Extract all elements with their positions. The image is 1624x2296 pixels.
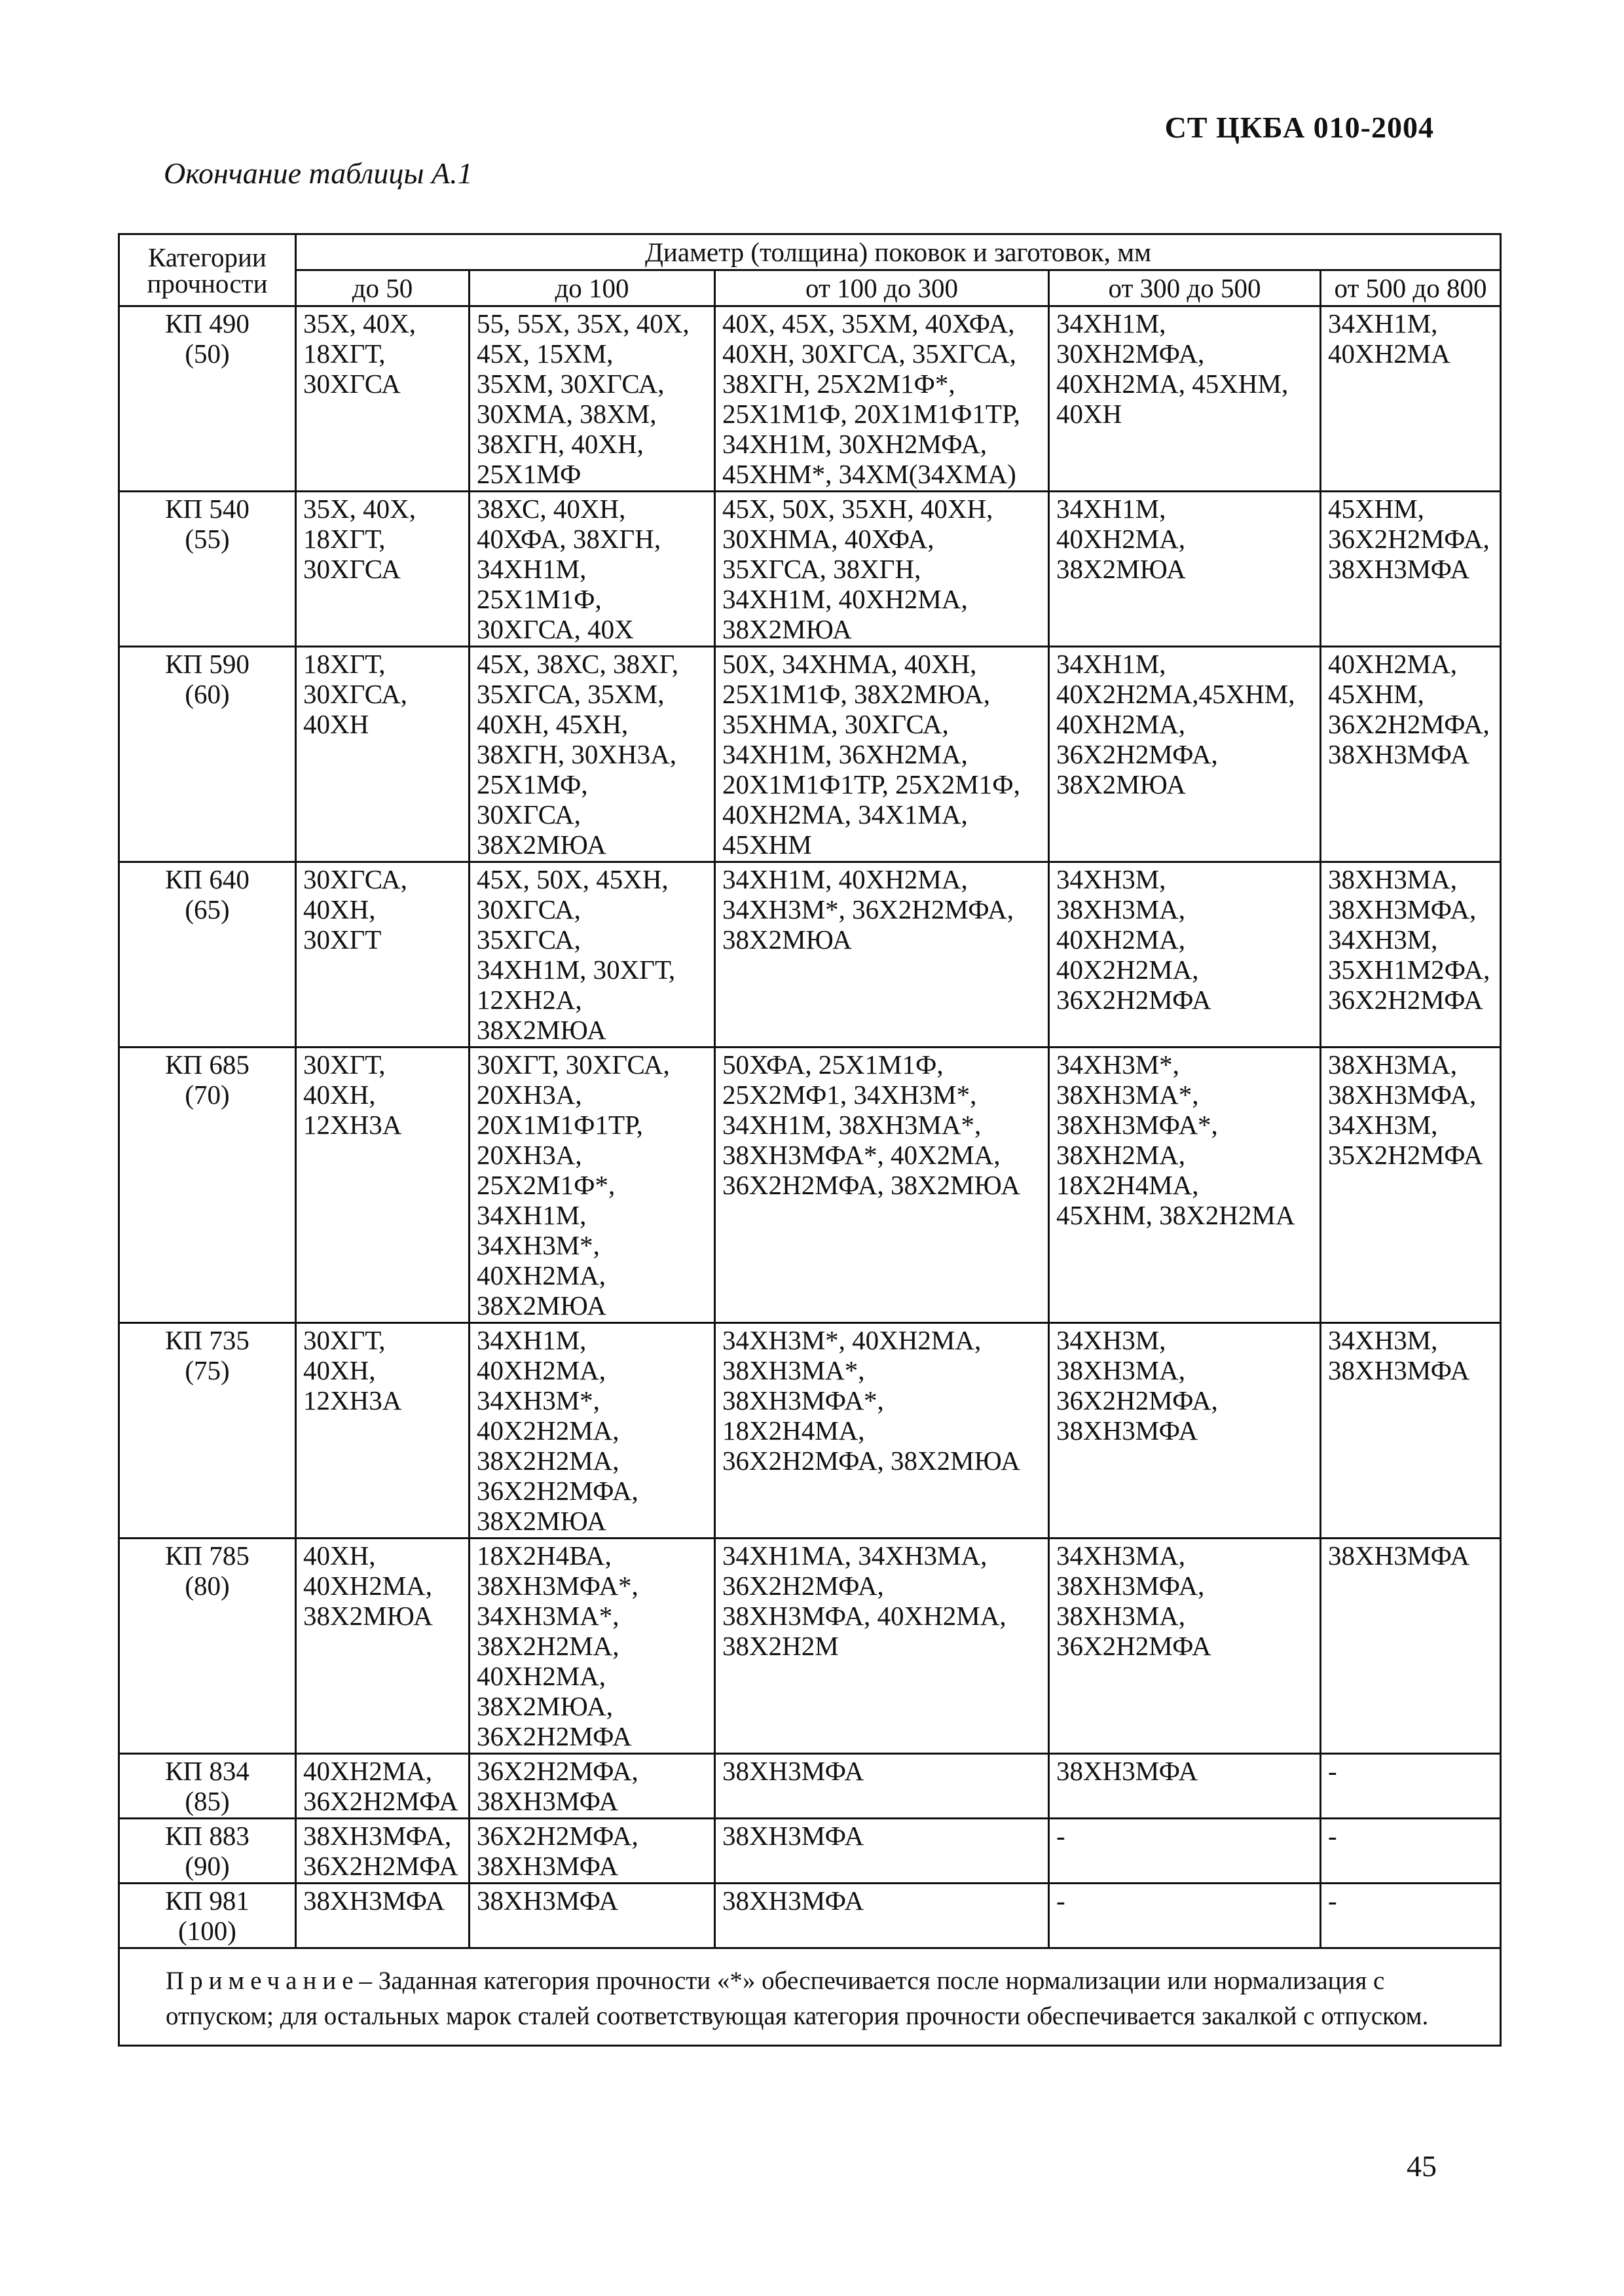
- grade-cell: [296, 647, 470, 862]
- steel-grade-line: 40Х, 45Х, 35ХМ, 40ХФА,: [722, 308, 1015, 338]
- steel-grade-line: 40ХН,: [303, 1355, 376, 1385]
- steel-grade-line: 38ХН3МА,: [1056, 1355, 1186, 1385]
- grade-cell: [296, 1048, 470, 1323]
- steel-grade-line: 34ХН1М, 40ХН2МА,: [722, 584, 968, 614]
- category-line: (80): [185, 1571, 230, 1601]
- steel-grade-line: 40ХН, 45ХН,: [477, 709, 629, 739]
- grade-cell: [1321, 306, 1501, 492]
- steel-grade-line: 30ХМА, 38ХМ,: [477, 399, 657, 429]
- steel-grade-line: 20Х1М1Ф1ТР,: [477, 1110, 643, 1140]
- category-line: (75): [185, 1355, 230, 1385]
- steel-grade-line: 34ХН3М,: [1056, 864, 1166, 894]
- strength-table-container: [118, 233, 1500, 2047]
- category-line: (85): [185, 1786, 230, 1816]
- steel-grade-line: 34ХН1М, 38ХН3МА*,: [722, 1110, 982, 1140]
- steel-grade-line: 18Х2Н4МА,: [722, 1415, 865, 1446]
- note-row: [119, 1948, 1501, 2046]
- steel-grade-line: 50Х, 34ХНМА, 40ХН,: [722, 649, 977, 679]
- steel-grade-line: 40ХН2МА, 34Х1МА,: [722, 799, 968, 829]
- steel-grade-line: 45Х, 50Х, 35ХН, 40ХН,: [722, 494, 993, 524]
- table-row: [119, 1754, 1501, 1819]
- steel-grade-line: 12ХН3А: [303, 1110, 402, 1140]
- grade-cell: [470, 306, 715, 492]
- grade-cell: [715, 1884, 1049, 1948]
- steel-grade-line: 38Х2МЮА: [722, 924, 852, 955]
- steel-grade-line: 36Х2Н2МФА,: [477, 1756, 638, 1786]
- table-body: [119, 306, 1501, 1948]
- grade-cell: [1049, 862, 1321, 1048]
- steel-grade-line: 38ХН3МФА: [722, 1756, 864, 1786]
- table-row: [119, 1539, 1501, 1754]
- grade-cell: [1321, 1539, 1501, 1754]
- steel-grade-line: 34ХН3М*, 40ХН2МА,: [722, 1325, 982, 1355]
- steel-grade-line: 34ХН3М,: [1328, 924, 1438, 955]
- steel-grade-line: 38ХГН, 30ХН3А,: [477, 739, 676, 769]
- steel-grade-line: 34ХН1М,: [1328, 308, 1438, 338]
- steel-grade-line: 40ХН,: [303, 1540, 376, 1571]
- grade-cell: [470, 1539, 715, 1754]
- header-range: до 50: [296, 270, 470, 306]
- category-cell: [119, 1539, 296, 1754]
- steel-grade-line: 25Х2МФ1, 34ХН3М*,: [722, 1080, 977, 1110]
- steel-grade-line: 38Х2МЮА: [722, 614, 852, 644]
- grade-cell: [1321, 1884, 1501, 1948]
- steel-grade-line: 38ХН3МФА,: [1328, 894, 1477, 924]
- grade-cell: [296, 862, 470, 1048]
- steel-grade-line: 38Х2МЮА: [477, 1015, 606, 1045]
- header-category-line: Категории: [148, 242, 267, 272]
- steel-grade-line: 36Х2Н2МФА, 38Х2МЮА: [722, 1170, 1020, 1200]
- steel-grade-line: 45Х, 38ХС, 38ХГ,: [477, 649, 678, 679]
- steel-grade-line: 30ХНМА, 40ХФА,: [722, 524, 934, 554]
- steel-grade-line: 40ХН: [1056, 399, 1122, 429]
- steel-grade-line: 45Х, 15ХМ,: [477, 338, 614, 369]
- steel-grade-line: 30ХГТ: [303, 924, 382, 955]
- steel-grade-line: 35ХГСА, 35ХМ,: [477, 679, 665, 709]
- category-line: (55): [185, 524, 230, 554]
- steel-grade-line: 34ХН1М, 30ХГТ,: [477, 955, 676, 985]
- grade-cell: [296, 1323, 470, 1539]
- steel-grade-line: 36Х2Н2МФА,: [477, 1476, 638, 1506]
- steel-grade-line: 45ХНМ,: [1328, 494, 1424, 524]
- steel-grade-line: 30ХГТ, 30ХГСА,: [477, 1049, 670, 1080]
- steel-grade-line: 34ХН1МА, 34ХН3МА,: [722, 1540, 987, 1571]
- category-cell: [119, 1819, 296, 1884]
- steel-grade-line: 25Х1М1Ф, 20Х1М1Ф1ТР,: [722, 399, 1020, 429]
- steel-grade-line: 38ХН3МФА: [477, 1886, 619, 1916]
- steel-grade-line: 34ХН1М, 30ХН2МФА,: [722, 429, 987, 459]
- steel-grade-line: 34ХН3МА,: [1056, 1540, 1186, 1571]
- steel-grade-line: 36Х2Н2МФА: [477, 1721, 632, 1751]
- grade-cell: [715, 1539, 1049, 1754]
- steel-grade-line: 55, 55Х, 35Х, 40Х,: [477, 308, 690, 338]
- steel-grade-line: 34ХН3М,: [1056, 1325, 1166, 1355]
- header-range: от 300 до 500: [1049, 270, 1321, 306]
- steel-grade-line: 25Х2М1Ф*,: [477, 1170, 616, 1200]
- steel-grade-line: 40ХН2МА,: [477, 1661, 606, 1691]
- steel-grade-line: 36Х2Н2МФА: [303, 1851, 458, 1881]
- steel-grade-line: 38ХГН, 40ХН,: [477, 429, 644, 459]
- grade-cell: [715, 1048, 1049, 1323]
- steel-grade-line: 25Х1М1Ф,: [477, 584, 602, 614]
- steel-grade-line: 25Х1МФ,: [477, 769, 588, 799]
- steel-grade-line: 38ХН3МФА: [1328, 1540, 1470, 1571]
- steel-grade-line: 40ХН,: [303, 1080, 376, 1110]
- category-line: КП 640: [165, 864, 249, 894]
- steel-grade-line: -: [1328, 1756, 1337, 1786]
- steel-grade-line: 38Х2МЮА: [477, 829, 606, 860]
- steel-grade-line: 25Х1МФ: [477, 459, 581, 489]
- steel-grade-line: 40ХН2МА, 45ХНМ,: [1056, 369, 1289, 399]
- steel-grade-line: 45ХНМ: [722, 829, 812, 860]
- steel-grade-line: 30ХГСА,: [303, 864, 407, 894]
- category-cell: [119, 492, 296, 647]
- header-range: от 100 до 300: [715, 270, 1049, 306]
- steel-grade-line: 36Х2Н2МФА,: [1056, 1385, 1218, 1415]
- steel-grade-line: 35Х, 40Х,: [303, 494, 416, 524]
- steel-grade-line: 34ХН3М*,: [477, 1385, 600, 1415]
- category-line: КП 590: [165, 649, 249, 679]
- steel-grade-line: 18ХГТ,: [303, 649, 386, 679]
- grade-cell: [296, 306, 470, 492]
- steel-grade-line: 40ХН: [303, 709, 369, 739]
- grade-cell: [715, 862, 1049, 1048]
- category-cell: [119, 306, 296, 492]
- steel-grade-line: 38ХН3МФА: [1056, 1756, 1198, 1786]
- steel-grade-line: 34ХН1М, 40ХН2МА,: [722, 864, 968, 894]
- steel-grade-line: 35Х, 40Х,: [303, 308, 416, 338]
- header-range: до 100: [470, 270, 715, 306]
- steel-grade-line: 18Х2Н4ВА,: [477, 1540, 612, 1571]
- steel-grade-line: 40ХН,: [303, 894, 376, 924]
- steel-grade-line: 34ХН3МА*,: [477, 1601, 619, 1631]
- steel-grade-line: 38ХН3МА,: [1056, 1601, 1186, 1631]
- steel-grade-line: 38ХН3МА*,: [1056, 1080, 1199, 1110]
- grade-cell: [1049, 1819, 1321, 1884]
- grade-cell: [296, 1819, 470, 1884]
- steel-grade-line: 30ХГТ,: [303, 1049, 386, 1080]
- steel-grade-line: 38ХН3МФА*,: [722, 1385, 884, 1415]
- category-cell: [119, 1048, 296, 1323]
- steel-grade-line: 38Х2МЮА: [1056, 554, 1186, 584]
- steel-grade-line: 38ХН3МФА,: [1056, 1571, 1205, 1601]
- steel-grade-line: 34ХН3М,: [1328, 1110, 1438, 1140]
- category-cell: [119, 1323, 296, 1539]
- steel-grade-line: 38Х2МЮА: [477, 1290, 606, 1321]
- steel-grade-line: 38ХН3МФА*, 40Х2МА,: [722, 1140, 1001, 1170]
- steel-grade-line: 35ХГСА, 38ХГН,: [722, 554, 921, 584]
- steel-grade-line: 40Х2Н2МА,: [1056, 955, 1199, 985]
- steel-grade-line: 40Х2Н2МА,45ХНМ,: [1056, 679, 1295, 709]
- category-line: КП 685: [165, 1049, 249, 1080]
- steel-grade-line: 38ХН3МФА: [722, 1821, 864, 1851]
- steel-grade-line: 50ХФА, 25Х1М1Ф,: [722, 1049, 944, 1080]
- steel-grade-line: 38ХН3МФА,: [303, 1821, 452, 1851]
- grade-cell: [296, 1754, 470, 1819]
- category-line: (100): [178, 1916, 236, 1946]
- steel-grade-line: 36Х2Н2МФА,: [722, 1571, 884, 1601]
- steel-grade-line: 34ХН1М,: [477, 554, 587, 584]
- category-line: КП 883: [165, 1821, 249, 1851]
- steel-grade-line: 40ХН2МА,: [1328, 649, 1458, 679]
- grade-cell: [1049, 1884, 1321, 1948]
- category-line: (65): [185, 894, 230, 924]
- header-category: [119, 234, 296, 306]
- steel-grade-line: 38Х2Н2МА,: [477, 1446, 619, 1476]
- grade-cell: [715, 1819, 1049, 1884]
- steel-grade-line: 38ХГН, 25Х2М1Ф*,: [722, 369, 955, 399]
- category-cell: [119, 1754, 296, 1819]
- steel-grade-line: 45ХНМ, 38Х2Н2МА: [1056, 1200, 1295, 1230]
- grade-cell: [1049, 1539, 1321, 1754]
- grade-cell: [1049, 492, 1321, 647]
- category-line: КП 834: [165, 1756, 249, 1786]
- steel-grade-line: 38ХН3МФА, 40ХН2МА,: [722, 1601, 1006, 1631]
- document-code: СТ ЦКБА 010-2004: [1164, 111, 1434, 144]
- steel-grade-line: 18ХГТ,: [303, 524, 386, 554]
- steel-grade-line: 40ХН2МА,: [1056, 709, 1186, 739]
- steel-grade-line: 36Х2Н2МФА,: [1328, 709, 1490, 739]
- steel-grade-line: 38ХН3МА*,: [722, 1355, 865, 1385]
- steel-grade-line: 36Х2Н2МФА,: [1328, 524, 1490, 554]
- steel-grade-line: 35ХМ, 30ХГСА,: [477, 369, 665, 399]
- steel-grade-line: 35Х2Н2МФА: [1328, 1140, 1483, 1170]
- table-row: [119, 492, 1501, 647]
- category-line: КП 981: [165, 1886, 249, 1916]
- table-row: [119, 862, 1501, 1048]
- steel-grade-line: 25Х1М1Ф, 38Х2МЮА,: [722, 679, 990, 709]
- table-row: [119, 306, 1501, 492]
- grade-cell: [470, 1754, 715, 1819]
- steel-grade-line: 30ХГТ,: [303, 1325, 386, 1355]
- steel-grade-line: 38ХН3МФА,: [1328, 1080, 1477, 1110]
- steel-grade-line: 45ХНМ*, 34ХМ(34ХМА): [722, 459, 1016, 489]
- grade-cell: [1321, 1323, 1501, 1539]
- table-row: [119, 1048, 1501, 1323]
- steel-grade-line: 35ХН1М2ФА,: [1328, 955, 1490, 985]
- header-diameter-group: Диаметр (толщина) поковок и заготовок, мм: [296, 234, 1501, 270]
- grade-cell: [1049, 306, 1321, 492]
- category-line: (90): [185, 1851, 230, 1881]
- steel-grade-line: 40ХФА, 38ХГН,: [477, 524, 661, 554]
- steel-grade-line: 30ХГСА: [303, 554, 401, 584]
- steel-grade-line: 34ХН1М,: [1056, 494, 1166, 524]
- grade-cell: [715, 492, 1049, 647]
- steel-grade-line: 20ХН3А,: [477, 1140, 582, 1170]
- grade-cell: [715, 647, 1049, 862]
- steel-grade-line: 38Х2МЮА: [303, 1601, 433, 1631]
- grade-cell: [470, 492, 715, 647]
- steel-grade-line: 12ХН2А,: [477, 985, 582, 1015]
- grade-cell: [296, 492, 470, 647]
- steel-grade-line: 38ХН3МА,: [1328, 1049, 1458, 1080]
- steel-grade-line: 40ХН, 30ХГСА, 35ХГСА,: [722, 338, 1016, 369]
- steel-grade-line: 38ХН3МФА: [477, 1851, 619, 1881]
- steel-grade-line: 20ХН3А,: [477, 1080, 582, 1110]
- steel-grade-line: 38ХС, 40ХН,: [477, 494, 626, 524]
- table-row: [119, 1819, 1501, 1884]
- steel-grade-line: 36Х2Н2МФА: [1056, 1631, 1211, 1661]
- grade-cell: [296, 1884, 470, 1948]
- category-line: (60): [185, 679, 230, 709]
- note-text-line-2: отпуском; для остальных марок сталей соответствующая категория прочности обеспечивается закалкой с отпуском.: [166, 2002, 1429, 2030]
- grade-cell: [1321, 647, 1501, 862]
- steel-grade-line: 36Х2Н2МФА,: [477, 1821, 638, 1851]
- grade-cell: [1321, 1754, 1501, 1819]
- category-cell: [119, 1884, 296, 1948]
- steel-grade-line: 30ХГСА: [303, 369, 401, 399]
- grade-cell: [470, 647, 715, 862]
- steel-grade-line: 38Х2Н2МА,: [477, 1631, 619, 1661]
- steel-grade-line: 38Х2МЮА,: [477, 1691, 614, 1721]
- category-line: (50): [185, 338, 230, 369]
- steel-grade-line: 40Х2Н2МА,: [477, 1415, 619, 1446]
- steel-grade-line: -: [1056, 1886, 1065, 1916]
- steel-grade-line: 30ХГСА,: [477, 799, 581, 829]
- steel-grade-line: 36Х2Н2МФА, 38Х2МЮА: [722, 1446, 1020, 1476]
- grade-cell: [1049, 1323, 1321, 1539]
- grade-cell: [715, 1323, 1049, 1539]
- steel-grade-line: 38ХН3МФА: [1328, 554, 1470, 584]
- steel-grade-line: 38ХН3МФА: [1328, 1355, 1470, 1385]
- grade-cell: [715, 1754, 1049, 1819]
- category-line: КП 490: [165, 308, 249, 338]
- category-cell: [119, 862, 296, 1048]
- header-row-ranges: [119, 270, 1501, 306]
- note: [126, 1950, 1493, 2043]
- steel-grade-line: 34ХН1М,: [477, 1200, 587, 1230]
- steel-grade-line: 40ХН2МА,: [1056, 924, 1186, 955]
- steel-grade-line: 30ХГСА,: [477, 894, 581, 924]
- table-caption: Окончание таблицы А.1: [164, 156, 473, 190]
- category-line: КП 540: [165, 494, 249, 524]
- steel-grade-line: 38ХН3МФА*,: [1056, 1110, 1218, 1140]
- strength-category-table: [118, 233, 1502, 2047]
- steel-grade-line: 40ХН2МА,: [477, 1355, 606, 1385]
- grade-cell: [296, 1539, 470, 1754]
- steel-grade-line: 38Х2МЮА: [1056, 769, 1186, 799]
- steel-grade-line: 45ХНМ,: [1328, 679, 1424, 709]
- category-line: (70): [185, 1080, 230, 1110]
- steel-grade-line: 30ХГСА, 40Х: [477, 614, 634, 644]
- steel-grade-line: 38ХН2МА,: [1056, 1140, 1186, 1170]
- steel-grade-line: -: [1056, 1821, 1065, 1851]
- steel-grade-line: 36Х2Н2МФА: [303, 1786, 458, 1816]
- grade-cell: [715, 306, 1049, 492]
- note-cell: [119, 1948, 1501, 2046]
- steel-grade-line: 38ХН3МА,: [1056, 894, 1186, 924]
- steel-grade-line: 45Х, 50Х, 45ХН,: [477, 864, 669, 894]
- steel-grade-line: 38ХН3МФА: [1328, 739, 1470, 769]
- steel-grade-line: 35ХНМА, 30ХГСА,: [722, 709, 949, 739]
- steel-grade-line: 34ХН3М*,: [477, 1230, 600, 1260]
- steel-grade-line: 36Х2Н2МФА: [1328, 985, 1483, 1015]
- header-category-line: прочности: [147, 268, 268, 299]
- steel-grade-line: 38ХН3МФА*,: [477, 1571, 638, 1601]
- steel-grade-line: 34ХН1М,: [477, 1325, 587, 1355]
- steel-grade-line: 36Х2Н2МФА,: [1056, 739, 1218, 769]
- grade-cell: [1049, 647, 1321, 862]
- steel-grade-line: 38ХН3МФА: [477, 1786, 619, 1816]
- steel-grade-line: 40ХН2МА,: [303, 1571, 433, 1601]
- steel-grade-line: 35ХГСА,: [477, 924, 581, 955]
- note-lead: Примечание: [166, 1967, 360, 1995]
- steel-grade-line: 20Х1М1Ф1ТР, 25Х2М1Ф,: [722, 769, 1020, 799]
- steel-grade-line: 12ХН3А: [303, 1385, 402, 1415]
- steel-grade-line: 34ХН1М,: [1056, 649, 1166, 679]
- table-row: [119, 1884, 1501, 1948]
- steel-grade-line: 30ХН2МФА,: [1056, 338, 1205, 369]
- header-row-group: [119, 234, 1501, 270]
- steel-grade-line: 34ХН3М*, 36Х2Н2МФА,: [722, 894, 1014, 924]
- grade-cell: [470, 1884, 715, 1948]
- steel-grade-line: 36Х2Н2МФА: [1056, 985, 1211, 1015]
- steel-grade-line: 40ХН2МА,: [1056, 524, 1186, 554]
- table-row: [119, 1323, 1501, 1539]
- steel-grade-line: 34ХН1М, 36ХН2МА,: [722, 739, 968, 769]
- steel-grade-line: 30ХГСА,: [303, 679, 407, 709]
- category-line: КП 785: [165, 1540, 249, 1571]
- steel-grade-line: 40ХН2МА,: [303, 1756, 433, 1786]
- grade-cell: [1321, 1048, 1501, 1323]
- category-cell: [119, 647, 296, 862]
- page-number: 45: [1407, 2149, 1437, 2183]
- steel-grade-line: 38ХН3МФА: [722, 1886, 864, 1916]
- grade-cell: [470, 862, 715, 1048]
- grade-cell: [1321, 862, 1501, 1048]
- steel-grade-line: 38Х2МЮА: [477, 1506, 606, 1536]
- steel-grade-line: 38ХН3МФА: [1056, 1415, 1198, 1446]
- steel-grade-line: -: [1328, 1821, 1337, 1851]
- grade-cell: [470, 1048, 715, 1323]
- category-line: КП 735: [165, 1325, 249, 1355]
- grade-cell: [1321, 492, 1501, 647]
- grade-cell: [1049, 1754, 1321, 1819]
- note-text-line-1: – Заданная категория прочности «*» обеспечивается после нормализации или нормализация с: [359, 1967, 1385, 1995]
- steel-grade-line: 18ХГТ,: [303, 338, 386, 369]
- steel-grade-line: 18Х2Н4МА,: [1056, 1170, 1199, 1200]
- grade-cell: [470, 1323, 715, 1539]
- steel-grade-line: 38ХН3МА,: [1328, 864, 1458, 894]
- steel-grade-line: 38Х2Н2М: [722, 1631, 839, 1661]
- steel-grade-line: 34ХН3М,: [1328, 1325, 1438, 1355]
- steel-grade-line: 34ХН1М,: [1056, 308, 1166, 338]
- table-row: [119, 647, 1501, 862]
- steel-grade-line: 34ХН3М*,: [1056, 1049, 1179, 1080]
- steel-grade-line: 38ХН3МФА: [303, 1886, 445, 1916]
- steel-grade-line: 40ХН2МА,: [477, 1260, 606, 1290]
- grade-cell: [470, 1819, 715, 1884]
- steel-grade-line: -: [1328, 1886, 1337, 1916]
- header-range: от 500 до 800: [1321, 270, 1501, 306]
- steel-grade-line: 40ХН2МА: [1328, 338, 1450, 369]
- grade-cell: [1321, 1819, 1501, 1884]
- grade-cell: [1049, 1048, 1321, 1323]
